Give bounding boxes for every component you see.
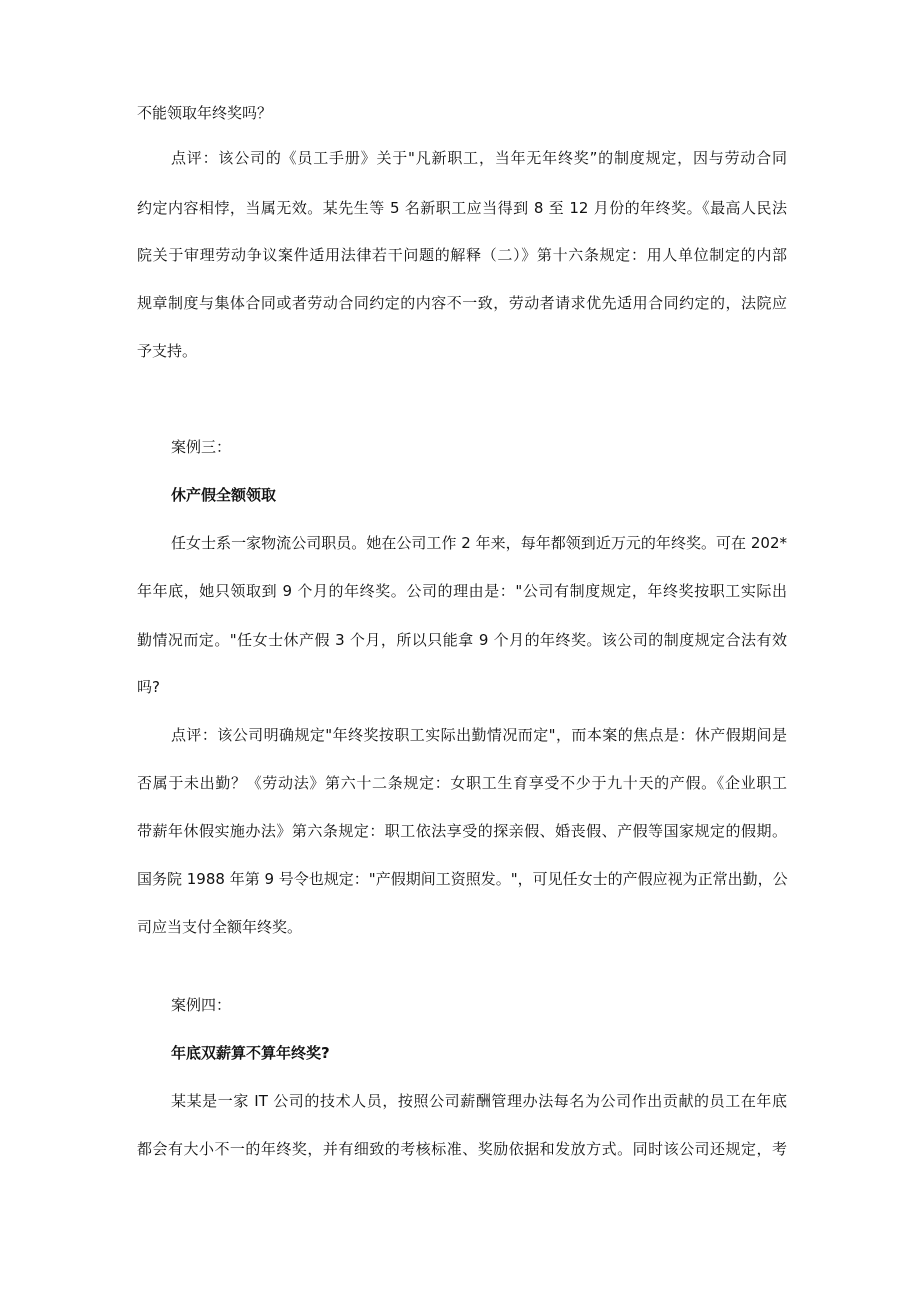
text-line: 规章制度与集体合同或者劳动合同约定的内容不一致，劳动者请求优先适用合同约定的，法院应	[137, 294, 787, 312]
text-line: 否属于未出勤？《劳动法》第六十二条规定：女职工生育享受不少于九十天的产假。《企业职工	[137, 774, 787, 792]
text-line: 点评：该公司的《员工手册》关于"凡新职工，当年无年终奖”的制度规定，因与劳动合同	[171, 149, 787, 167]
text-line: 点评：该公司明确规定"年终奖按职工实际出勤情况而定"，而本案的焦点是：休产假期间是	[171, 726, 787, 744]
text-line: 院关于审理劳动争议案件适用法律若干问题的解释（二）》第十六条规定：用人单位制定的内部	[137, 246, 787, 264]
text-line: 勤情况而定。"任女士休产假 3 个月，所以只能拿 9 个月的年终奖。该公司的制度规定合法有效	[137, 631, 787, 649]
section-label: 案例三：	[171, 438, 232, 456]
text-line: 约定内容相悖，当属无效。某先生等 5 名新职工应当得到 8 至 12 月份的年终奖。《最高人民法	[137, 199, 787, 217]
text-line: 任女士系一家物流公司职员。她在公司工作 2 年来，每年都领到近万元的年终奖。可在 202*	[171, 534, 787, 552]
text-line: 带薪年休假实施办法》第六条规定：职工依法享受的探亲假、婚丧假、产假等国家规定的假期。	[137, 822, 787, 840]
section-label: 案例四：	[171, 996, 232, 1014]
section-heading: 年底双薪算不算年终奖?	[171, 1044, 330, 1062]
text-line: 司应当支付全额年终奖。	[137, 918, 303, 936]
text-line: 年年底，她只领取到 9 个月的年终奖。公司的理由是："公司有制度规定，年终奖按职工实际出	[137, 582, 787, 600]
section-heading: 休产假全额领取	[171, 486, 277, 504]
text-line: 吗?	[137, 678, 160, 696]
text-line: 予支持。	[137, 342, 198, 360]
text-line: 都会有大小不一的年终奖，并有细致的考核标准、奖励依据和发放方式。同时该公司还规定，考	[137, 1140, 787, 1158]
text-line: 不能领取年终奖吗？	[137, 104, 273, 122]
text-line: 国务院 1988 年第 9 号令也规定："产假期间工资照发。"，可见任女士的产假应视为正常出勤，公	[137, 870, 788, 888]
text-line: 某某是一家 IT 公司的技术人员，按照公司薪酬管理办法每名为公司作出贡献的员工在年底	[171, 1092, 787, 1110]
